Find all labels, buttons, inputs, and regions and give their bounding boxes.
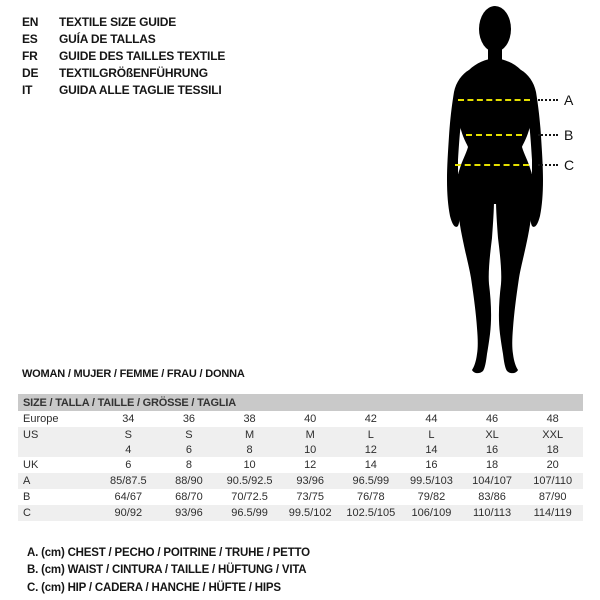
hip-pointer-line [538,164,558,166]
size-cell: 20 [546,459,559,471]
size-table [18,394,583,521]
size-cell: 88/90 [175,475,203,487]
size-cell: 114/119 [533,507,572,519]
woman-silhouette-figure [420,4,590,376]
size-cell: 96.5/99 [352,475,390,487]
size-cell: 76/78 [357,491,385,503]
table-row-europe [18,411,583,427]
size-cell: 6 [185,443,192,456]
row-label: Europe [23,413,59,425]
row-label: US [23,428,39,441]
lang-row-it [22,81,225,98]
size-cell: 96.5/99 [231,507,268,519]
size-cell: 18 [546,443,559,456]
lang-label: GUÍA DE TALLAS [59,31,156,46]
size-cell: M [305,428,315,441]
row-label: UK [23,459,39,471]
lang-code: IT [22,82,33,97]
language-title-list [22,13,225,98]
table-row-chest [18,473,583,489]
table-row-waist [18,489,583,505]
size-cell: 83/86 [478,491,506,503]
size-cell: 93/96 [296,475,324,487]
size-cell: 79/82 [417,491,446,503]
table-row-hip [18,505,583,521]
size-cell: 6 [125,459,132,471]
size-cell: 42 [364,413,377,425]
size-cell: 14 [425,443,438,456]
size-cell: 8 [246,443,253,456]
table-row-uk [18,457,583,473]
size-cell: 16 [425,459,438,471]
waist-pointer-line [538,134,558,136]
size-cell: XL [485,428,499,441]
chest-pointer-line [538,99,558,101]
table-row-us-numbers [18,442,583,457]
size-cell: 16 [485,443,499,456]
size-cell: 99.5/102 [288,507,332,519]
size-cell: 18 [485,459,499,471]
size-cell: 44 [425,413,438,425]
lang-row-fr [22,47,225,64]
section-title: WOMAN / MUJER / FEMME / FRAU / DONNA [22,368,245,380]
size-cell: 36 [182,413,196,425]
size-cell: 10 [243,459,256,471]
silhouette-left-leg [457,174,494,373]
size-cell: 110/113 [472,507,512,519]
measurement-legend [27,544,310,597]
size-cell: 68/70 [175,491,203,503]
legend-hip: C. (cm) HIP / CADERA / HANCHE / HÜFTE / HIPS [27,581,281,594]
woman-silhouette [420,4,570,376]
size-cell: 93/96 [175,507,203,519]
hip-measure-line [455,164,529,166]
size-cell: 85/87.5 [109,475,147,487]
size-table-header: SIZE / TALLA / TAILLE / GRÖSSE / TAGLIA [18,394,583,411]
lang-code: FR [22,48,38,63]
row-label: C [23,507,31,519]
size-cell: 106/109 [411,507,452,519]
lang-label: TEXTILGRÖßENFÜHRUNG [59,65,208,80]
size-cell: L [367,428,374,441]
size-cell: 8 [185,459,192,471]
size-cell: 12 [364,443,377,456]
waist-measure-line [466,134,522,136]
size-cell: 12 [304,459,317,471]
size-cell: 40 [304,413,317,425]
size-cell: 87/90 [538,491,567,503]
size-cell: 104/107 [472,475,512,487]
size-cell: 90.5/92.5 [226,475,273,487]
size-cell: 4 [125,443,132,456]
size-cell: 73/75 [296,491,324,503]
size-cell: 48 [546,413,559,425]
size-cell: 107/110 [533,475,573,487]
size-cell: 70/72.5 [231,491,268,503]
lang-label: GUIDA ALLE TAGLIE TESSILI [59,82,222,97]
size-cell: 90/92 [114,507,143,519]
size-cell: 102.5/105 [346,507,396,519]
lang-label: GUIDE DES TAILLES TEXTILE [59,48,226,63]
lang-code: DE [22,65,39,80]
lang-row-es [22,30,225,47]
size-cell: XXL [542,428,564,441]
size-cell: 34 [122,413,135,425]
size-cell: 99.5/103 [410,475,453,487]
row-label: A [23,475,31,487]
size-cell: M [244,428,255,441]
silhouette-right-leg [496,174,533,373]
lang-code: EN [22,14,39,29]
table-row-us-letters [18,427,583,442]
size-cell: 38 [243,413,256,425]
size-cell: L [428,428,435,441]
size-cell: S [185,428,193,441]
size-cell: 10 [304,443,317,456]
lang-row-de [22,64,225,81]
chest-measure-line [458,99,530,101]
size-cell: 64/67 [114,491,143,503]
legend-chest: A. (cm) CHEST / PECHO / POITRINE / TRUHE / PETTO [27,546,310,559]
legend-waist: B. (cm) WAIST / CINTURA / TAILLE / HÜFTUNG / VITA [27,564,307,577]
hip-marker-label: C [564,157,575,173]
lang-row-en [22,13,225,30]
waist-marker-label: B [564,127,574,143]
lang-label: TEXTILE SIZE GUIDE [59,14,177,29]
size-cell: S [124,428,132,441]
lang-code: ES [22,31,38,46]
size-cell: 14 [364,459,377,471]
row-label: B [23,491,31,503]
size-cell: 46 [485,413,499,425]
chest-marker-label: A [564,92,574,108]
